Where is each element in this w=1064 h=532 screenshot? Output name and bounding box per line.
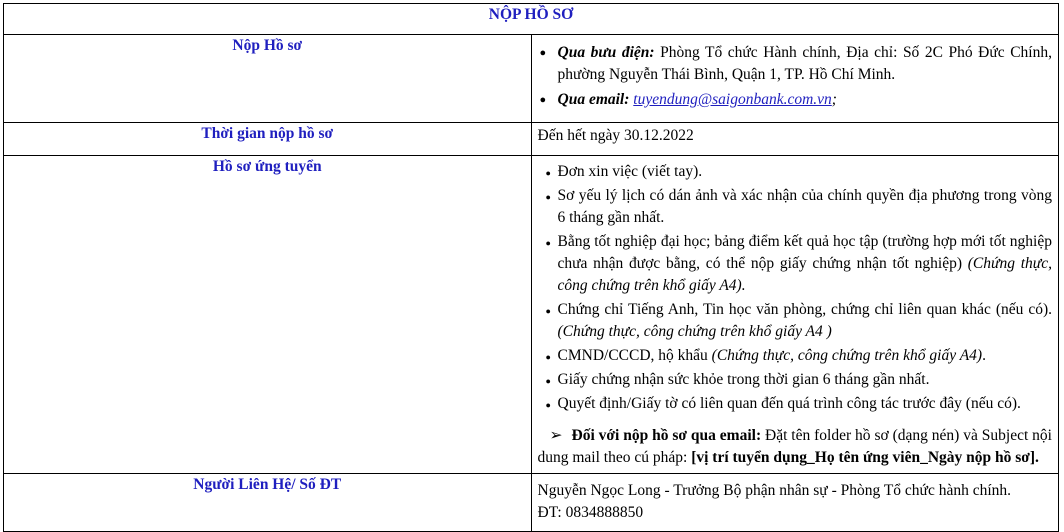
post-address: Phòng Tổ chức Hành chính, Địa chỉ: Số 2C Phó Đức Chính, phường Nguyễn Thái Bình, Quận 1, TP. Hồ Chí Minh. (557, 44, 1052, 83)
list-item (558, 345, 1053, 367)
item5-text: CMND/CCCD, hộ khẩu (557, 347, 712, 364)
deadline-value: Đến hết ngày 30.12.2022 (531, 123, 1059, 156)
row-lien-he (4, 474, 1059, 532)
content-lien-he (531, 474, 1059, 532)
item4-note: (Chứng thực, công chứng trên khổ giấy A4 ) (557, 323, 832, 340)
application-table (3, 3, 1059, 532)
note-syntax: [vị trí tuyển dụng_Họ tên ứng viên_Ngày nộp hồ sơ]. (691, 449, 1039, 466)
submission-methods (538, 42, 1053, 111)
list-item: ● Sơ yếu lý lịch có dán ảnh và xác nhận của chính quyền địa phương trong vòng 6 tháng gần nhất. (558, 185, 1053, 229)
label-ho-so-ung-tuyen: Hồ sơ ứng tuyển (4, 156, 532, 474)
list-item: ● Giấy chứng nhận sức khỏe trong thời gian 6 tháng gần nhất. (558, 369, 1053, 391)
item3-text: Bằng tốt nghiệp đại học; bảng điểm kết quả học tập (trường hợp mới tốt nghiệp chưa nhận được bằng, có thể nộp giấy chứng nhận tốt nghiệp) (557, 233, 1052, 272)
email-suffix: ; (831, 91, 837, 108)
list-item: ● Đơn xin việc (viết tay). (558, 161, 1053, 183)
list-item-post (558, 42, 1053, 86)
email-note (538, 425, 1053, 469)
post-label: Qua bưu điện: (557, 44, 655, 61)
arrow-icon: ➢ (549, 427, 563, 444)
contact-person: Nguyễn Ngọc Long - Trưởng Bộ phận nhân sự - Phòng Tổ chức hành chính. (537, 482, 1012, 499)
label-lien-he: Người Liên Hệ/ Số ĐT (4, 474, 532, 532)
list-item (558, 299, 1053, 343)
note-text: Đặt tên folder hồ sơ (dạng nén) và Subject nội dung mail theo cú pháp: (537, 427, 1052, 466)
email-label: Qua email: (557, 91, 630, 108)
label-thoi-gian: Thời gian nộp hồ sơ (4, 123, 532, 156)
document-list (538, 161, 1053, 415)
contact-phone: ĐT: 0834888850 (537, 504, 644, 521)
item4-text: Chứng chỉ Tiếng Anh, Tin học văn phòng, chứng chỉ liên quan khác (nếu có). (557, 301, 1052, 318)
table-title: NỘP HỒ SƠ (4, 4, 1059, 35)
title-row (4, 4, 1059, 35)
list-item-email (558, 89, 1053, 111)
label-nop-ho-so: Nộp Hồ sơ (4, 35, 532, 123)
email-link[interactable]: tuyendung@saigonbank.com.vn (633, 91, 832, 108)
item5-note: (Chứng thực, công chứng trên khổ giấy A4) (711, 347, 983, 364)
list-item: ● Quyết định/Giấy tờ có liên quan đến quá trình công tác trước đây (nếu có). (558, 393, 1053, 415)
list-item (558, 231, 1053, 297)
note-label: Đối với nộp hồ sơ qua email: (571, 427, 762, 444)
row-thoi-gian (4, 123, 1059, 156)
content-nop-ho-so (531, 35, 1059, 123)
item3-note: (Chứng thực, công chứng trên khổ giấy A4). (557, 255, 1052, 294)
row-nop-ho-so (4, 35, 1059, 123)
item5-end: . (982, 347, 986, 364)
content-ho-so-ung-tuyen (531, 156, 1059, 474)
row-ho-so-ung-tuyen (4, 156, 1059, 474)
